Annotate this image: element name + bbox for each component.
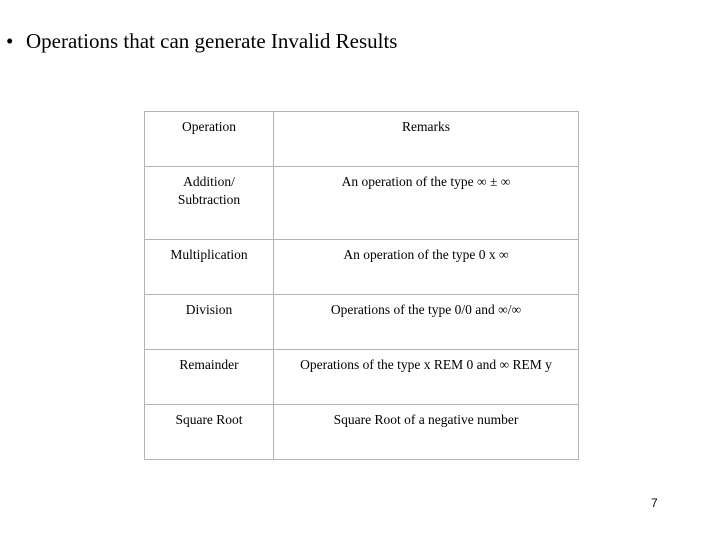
table-header-row bbox=[145, 112, 579, 167]
remarks-cell: Operations of the type x REM 0 and ∞ REM y bbox=[274, 350, 579, 405]
header-remarks: Remarks bbox=[274, 112, 579, 167]
table-row bbox=[145, 167, 579, 240]
remarks-cell: Square Root of a negative number bbox=[274, 405, 579, 460]
operation-cell: Division bbox=[145, 295, 274, 350]
table-row bbox=[145, 240, 579, 295]
page-number: 7 bbox=[651, 496, 658, 510]
operation-cell: Addition/ Subtraction bbox=[145, 167, 274, 240]
remarks-cell: An operation of the type 0 x ∞ bbox=[274, 240, 579, 295]
table-row bbox=[145, 405, 579, 460]
remarks-cell: Operations of the type 0/0 and ∞/∞ bbox=[274, 295, 579, 350]
slide-heading bbox=[6, 28, 397, 54]
table-row bbox=[145, 295, 579, 350]
operation-cell: Remainder bbox=[145, 350, 274, 405]
table-row bbox=[145, 350, 579, 405]
remarks-cell: An operation of the type ∞ ± ∞ bbox=[274, 167, 579, 240]
header-operation: Operation bbox=[145, 112, 274, 167]
invalid-operations-table bbox=[144, 111, 579, 460]
operation-cell: Multiplication bbox=[145, 240, 274, 295]
slide-title: Operations that can generate Invalid Results bbox=[26, 29, 398, 53]
bullet-icon: • bbox=[6, 29, 14, 53]
operation-cell: Square Root bbox=[145, 405, 274, 460]
